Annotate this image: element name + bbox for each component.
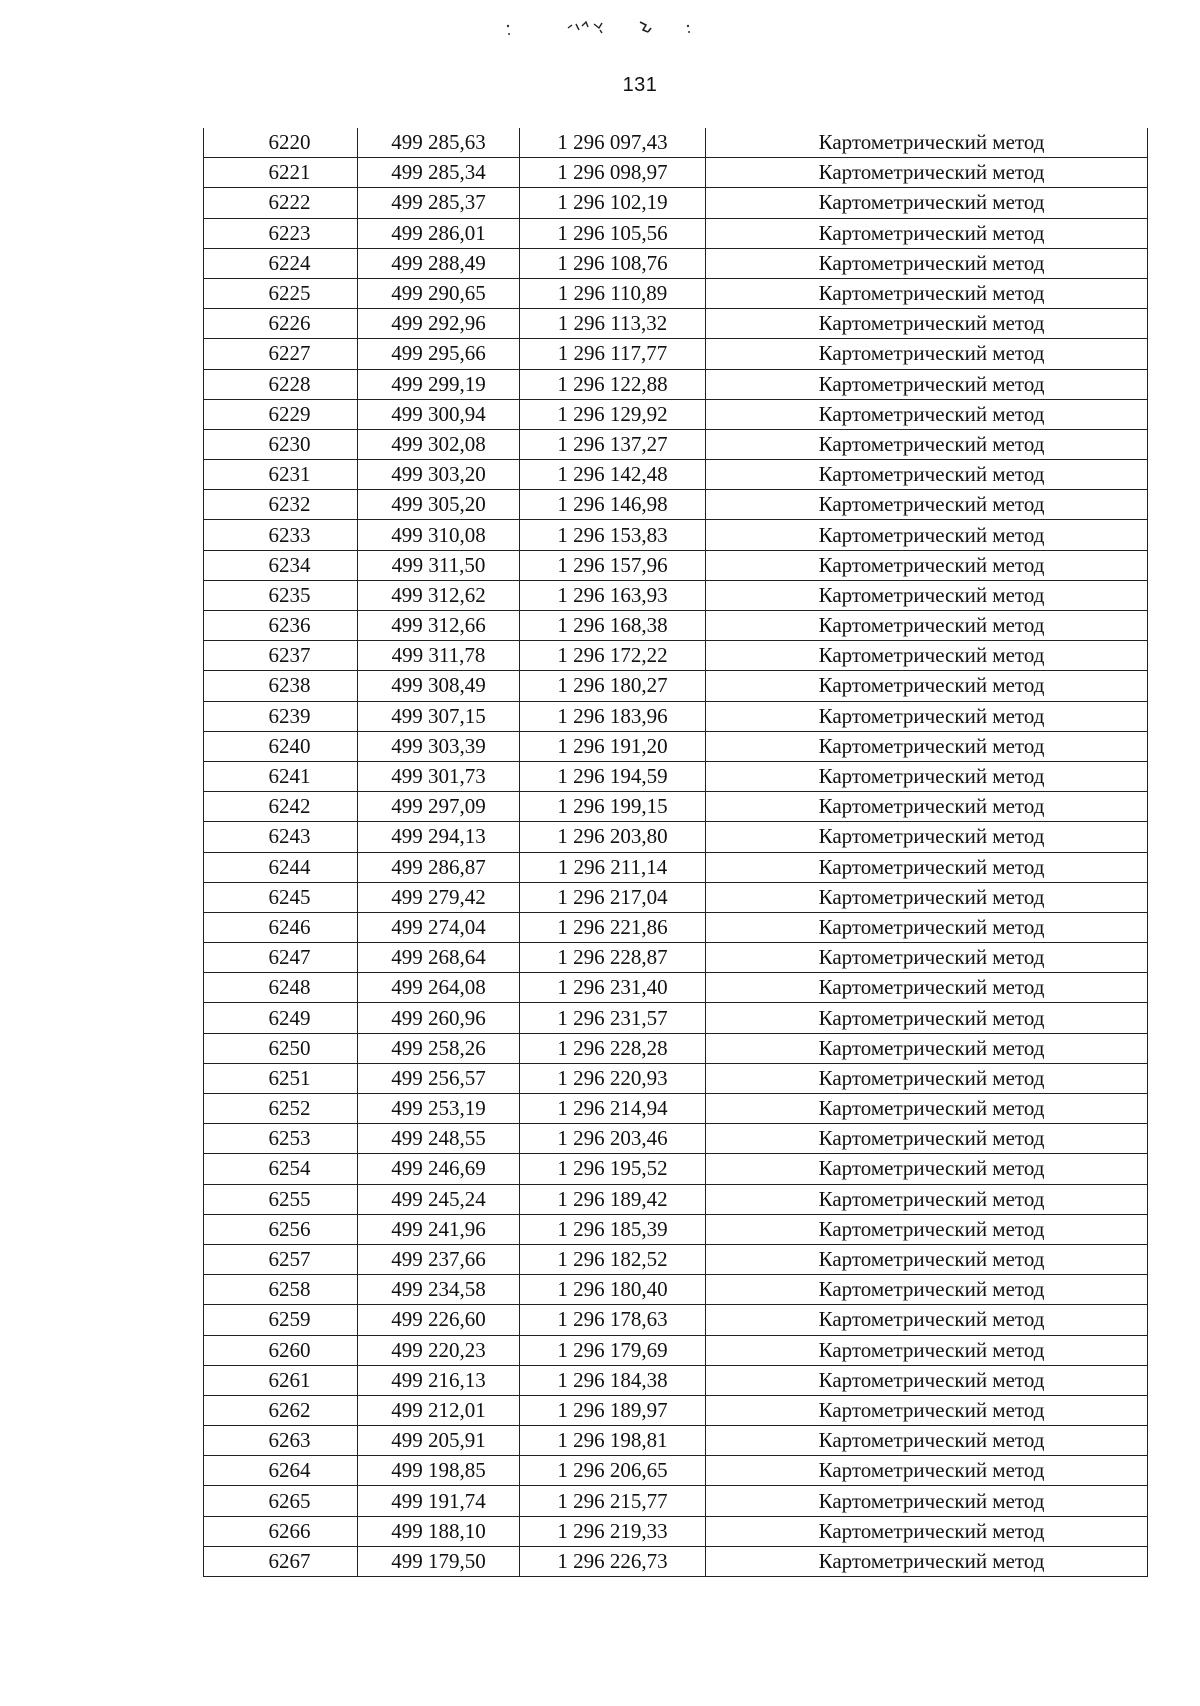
table-row xyxy=(204,429,1148,459)
table-row xyxy=(204,731,1148,761)
table-row xyxy=(204,1395,1148,1425)
point-number-cell: 6241 xyxy=(204,761,358,791)
y-coordinate-cell: 1 296 231,40 xyxy=(520,973,706,1003)
y-coordinate-cell: 1 296 189,42 xyxy=(520,1184,706,1214)
x-coordinate-cell: 499 212,01 xyxy=(358,1395,520,1425)
point-number-cell: 6242 xyxy=(204,792,358,822)
method-cell: Картометрический метод xyxy=(706,1063,1148,1093)
point-number-cell: 6247 xyxy=(204,943,358,973)
table-row xyxy=(204,1124,1148,1154)
x-coordinate-cell: 499 286,01 xyxy=(358,218,520,248)
point-number-cell: 6261 xyxy=(204,1365,358,1395)
table-row xyxy=(204,520,1148,550)
table-row xyxy=(204,339,1148,369)
point-number-cell: 6253 xyxy=(204,1124,358,1154)
method-cell: Картометрический метод xyxy=(706,1214,1148,1244)
table-row xyxy=(204,369,1148,399)
y-coordinate-cell: 1 296 184,38 xyxy=(520,1365,706,1395)
x-coordinate-cell: 499 188,10 xyxy=(358,1516,520,1546)
method-cell: Картометрический метод xyxy=(706,1184,1148,1214)
point-number-cell: 6230 xyxy=(204,429,358,459)
table-row xyxy=(204,1033,1148,1063)
y-coordinate-cell: 1 296 180,27 xyxy=(520,671,706,701)
table-row xyxy=(204,1003,1148,1033)
table-row xyxy=(204,1244,1148,1274)
method-cell: Картометрический метод xyxy=(706,641,1148,671)
point-number-cell: 6237 xyxy=(204,641,358,671)
y-coordinate-cell: 1 296 217,04 xyxy=(520,882,706,912)
method-cell: Картометрический метод xyxy=(706,611,1148,641)
point-number-cell: 6238 xyxy=(204,671,358,701)
x-coordinate-cell: 499 307,15 xyxy=(358,701,520,731)
method-cell: Картометрический метод xyxy=(706,1546,1148,1576)
method-cell: Картометрический метод xyxy=(706,912,1148,942)
y-coordinate-cell: 1 296 179,69 xyxy=(520,1335,706,1365)
table-row xyxy=(204,550,1148,580)
x-coordinate-cell: 499 248,55 xyxy=(358,1124,520,1154)
table-row xyxy=(204,128,1148,158)
y-coordinate-cell: 1 296 098,97 xyxy=(520,158,706,188)
x-coordinate-cell: 499 285,34 xyxy=(358,158,520,188)
x-coordinate-cell: 499 311,78 xyxy=(358,641,520,671)
table-row xyxy=(204,399,1148,429)
table-row xyxy=(204,671,1148,701)
x-coordinate-cell: 499 253,19 xyxy=(358,1094,520,1124)
y-coordinate-cell: 1 296 122,88 xyxy=(520,369,706,399)
point-number-cell: 6236 xyxy=(204,611,358,641)
coordinates-table-body xyxy=(204,128,1148,1577)
point-number-cell: 6227 xyxy=(204,339,358,369)
y-coordinate-cell: 1 296 146,98 xyxy=(520,490,706,520)
method-cell: Картометрический метод xyxy=(706,429,1148,459)
table-row xyxy=(204,1305,1148,1335)
y-coordinate-cell: 1 296 097,43 xyxy=(520,128,706,158)
coordinates-table xyxy=(203,128,1148,1577)
table-row xyxy=(204,852,1148,882)
table-row xyxy=(204,188,1148,218)
y-coordinate-cell: 1 296 228,28 xyxy=(520,1033,706,1063)
method-cell: Картометрический метод xyxy=(706,671,1148,701)
x-coordinate-cell: 499 279,42 xyxy=(358,882,520,912)
point-number-cell: 6255 xyxy=(204,1184,358,1214)
table-row xyxy=(204,1063,1148,1093)
y-coordinate-cell: 1 296 189,97 xyxy=(520,1395,706,1425)
table-row xyxy=(204,641,1148,671)
method-cell: Картометрический метод xyxy=(706,731,1148,761)
method-cell: Картометрический метод xyxy=(706,1244,1148,1274)
point-number-cell: 6257 xyxy=(204,1244,358,1274)
y-coordinate-cell: 1 296 199,15 xyxy=(520,792,706,822)
method-cell: Картометрический метод xyxy=(706,248,1148,278)
x-coordinate-cell: 499 241,96 xyxy=(358,1214,520,1244)
x-coordinate-cell: 499 305,20 xyxy=(358,490,520,520)
table-row xyxy=(204,943,1148,973)
table-row xyxy=(204,973,1148,1003)
method-cell: Картометрический метод xyxy=(706,158,1148,188)
x-coordinate-cell: 499 288,49 xyxy=(358,248,520,278)
table-row xyxy=(204,248,1148,278)
y-coordinate-cell: 1 296 211,14 xyxy=(520,852,706,882)
y-coordinate-cell: 1 296 203,46 xyxy=(520,1124,706,1154)
table-row xyxy=(204,1275,1148,1305)
y-coordinate-cell: 1 296 157,96 xyxy=(520,550,706,580)
y-coordinate-cell: 1 296 185,39 xyxy=(520,1214,706,1244)
method-cell: Картометрический метод xyxy=(706,943,1148,973)
y-coordinate-cell: 1 296 198,81 xyxy=(520,1426,706,1456)
point-number-cell: 6231 xyxy=(204,460,358,490)
y-coordinate-cell: 1 296 102,19 xyxy=(520,188,706,218)
method-cell: Картометрический метод xyxy=(706,1094,1148,1124)
method-cell: Картометрический метод xyxy=(706,973,1148,1003)
x-coordinate-cell: 499 285,63 xyxy=(358,128,520,158)
x-coordinate-cell: 499 312,62 xyxy=(358,580,520,610)
table-row xyxy=(204,822,1148,852)
x-coordinate-cell: 499 226,60 xyxy=(358,1305,520,1335)
point-number-cell: 6226 xyxy=(204,309,358,339)
x-coordinate-cell: 499 285,37 xyxy=(358,188,520,218)
method-cell: Картометрический метод xyxy=(706,1426,1148,1456)
point-number-cell: 6240 xyxy=(204,731,358,761)
y-coordinate-cell: 1 296 110,89 xyxy=(520,278,706,308)
x-coordinate-cell: 499 292,96 xyxy=(358,309,520,339)
y-coordinate-cell: 1 296 153,83 xyxy=(520,520,706,550)
table-row xyxy=(204,158,1148,188)
y-coordinate-cell: 1 296 182,52 xyxy=(520,1244,706,1274)
table-row xyxy=(204,792,1148,822)
method-cell: Картометрический метод xyxy=(706,882,1148,912)
method-cell: Картометрический метод xyxy=(706,399,1148,429)
point-number-cell: 6223 xyxy=(204,218,358,248)
x-coordinate-cell: 499 286,87 xyxy=(358,852,520,882)
method-cell: Картометрический метод xyxy=(706,1365,1148,1395)
point-number-cell: 6267 xyxy=(204,1546,358,1576)
y-coordinate-cell: 1 296 117,77 xyxy=(520,339,706,369)
point-number-cell: 6254 xyxy=(204,1154,358,1184)
y-coordinate-cell: 1 296 191,20 xyxy=(520,731,706,761)
table-row xyxy=(204,460,1148,490)
table-row xyxy=(204,278,1148,308)
y-coordinate-cell: 1 296 113,32 xyxy=(520,309,706,339)
method-cell: Картометрический метод xyxy=(706,1395,1148,1425)
method-cell: Картометрический метод xyxy=(706,188,1148,218)
y-coordinate-cell: 1 296 195,52 xyxy=(520,1154,706,1184)
point-number-cell: 6258 xyxy=(204,1275,358,1305)
table-row xyxy=(204,1365,1148,1395)
method-cell: Картометрический метод xyxy=(706,278,1148,308)
table-row xyxy=(204,1094,1148,1124)
method-cell: Картометрический метод xyxy=(706,339,1148,369)
method-cell: Картометрический метод xyxy=(706,852,1148,882)
method-cell: Картометрический метод xyxy=(706,1486,1148,1516)
x-coordinate-cell: 499 308,49 xyxy=(358,671,520,701)
y-coordinate-cell: 1 296 178,63 xyxy=(520,1305,706,1335)
method-cell: Картометрический метод xyxy=(706,1456,1148,1486)
point-number-cell: 6229 xyxy=(204,399,358,429)
point-number-cell: 6262 xyxy=(204,1395,358,1425)
point-number-cell: 6246 xyxy=(204,912,358,942)
x-coordinate-cell: 499 312,66 xyxy=(358,611,520,641)
table-row xyxy=(204,1214,1148,1244)
y-coordinate-cell: 1 296 221,86 xyxy=(520,912,706,942)
table-row xyxy=(204,882,1148,912)
point-number-cell: 6220 xyxy=(204,128,358,158)
x-coordinate-cell: 499 216,13 xyxy=(358,1365,520,1395)
point-number-cell: 6250 xyxy=(204,1033,358,1063)
method-cell: Картометрический метод xyxy=(706,128,1148,158)
method-cell: Картометрический метод xyxy=(706,309,1148,339)
point-number-cell: 6239 xyxy=(204,701,358,731)
method-cell: Картометрический метод xyxy=(706,1124,1148,1154)
x-coordinate-cell: 499 191,74 xyxy=(358,1486,520,1516)
point-number-cell: 6266 xyxy=(204,1516,358,1546)
method-cell: Картометрический метод xyxy=(706,460,1148,490)
y-coordinate-cell: 1 296 231,57 xyxy=(520,1003,706,1033)
method-cell: Картометрический метод xyxy=(706,792,1148,822)
point-number-cell: 6228 xyxy=(204,369,358,399)
method-cell: Картометрический метод xyxy=(706,218,1148,248)
y-coordinate-cell: 1 296 219,33 xyxy=(520,1516,706,1546)
point-number-cell: 6249 xyxy=(204,1003,358,1033)
y-coordinate-cell: 1 296 163,93 xyxy=(520,580,706,610)
y-coordinate-cell: 1 296 183,96 xyxy=(520,701,706,731)
y-coordinate-cell: 1 296 214,94 xyxy=(520,1094,706,1124)
scan-noise-marks xyxy=(500,14,730,42)
table-row xyxy=(204,701,1148,731)
y-coordinate-cell: 1 296 206,65 xyxy=(520,1456,706,1486)
x-coordinate-cell: 499 220,23 xyxy=(358,1335,520,1365)
method-cell: Картометрический метод xyxy=(706,1033,1148,1063)
point-number-cell: 6245 xyxy=(204,882,358,912)
table-row xyxy=(204,218,1148,248)
y-coordinate-cell: 1 296 203,80 xyxy=(520,822,706,852)
y-coordinate-cell: 1 296 108,76 xyxy=(520,248,706,278)
table-row xyxy=(204,1516,1148,1546)
point-number-cell: 6232 xyxy=(204,490,358,520)
method-cell: Картометрический метод xyxy=(706,701,1148,731)
point-number-cell: 6225 xyxy=(204,278,358,308)
table-row xyxy=(204,490,1148,520)
method-cell: Картометрический метод xyxy=(706,1516,1148,1546)
table-row xyxy=(204,761,1148,791)
point-number-cell: 6244 xyxy=(204,852,358,882)
x-coordinate-cell: 499 205,91 xyxy=(358,1426,520,1456)
y-coordinate-cell: 1 296 172,22 xyxy=(520,641,706,671)
x-coordinate-cell: 499 303,39 xyxy=(358,731,520,761)
y-coordinate-cell: 1 296 194,59 xyxy=(520,761,706,791)
table-row xyxy=(204,1486,1148,1516)
x-coordinate-cell: 499 237,66 xyxy=(358,1244,520,1274)
x-coordinate-cell: 499 311,50 xyxy=(358,550,520,580)
point-number-cell: 6224 xyxy=(204,248,358,278)
x-coordinate-cell: 499 297,09 xyxy=(358,792,520,822)
page-number: 131 xyxy=(622,74,658,96)
point-number-cell: 6264 xyxy=(204,1456,358,1486)
y-coordinate-cell: 1 296 228,87 xyxy=(520,943,706,973)
method-cell: Картометрический метод xyxy=(706,1275,1148,1305)
point-number-cell: 6233 xyxy=(204,520,358,550)
x-coordinate-cell: 499 310,08 xyxy=(358,520,520,550)
point-number-cell: 6221 xyxy=(204,158,358,188)
method-cell: Картометрический метод xyxy=(706,369,1148,399)
table-row xyxy=(204,1335,1148,1365)
x-coordinate-cell: 499 246,69 xyxy=(358,1154,520,1184)
method-cell: Картометрический метод xyxy=(706,580,1148,610)
y-coordinate-cell: 1 296 105,56 xyxy=(520,218,706,248)
y-coordinate-cell: 1 296 220,93 xyxy=(520,1063,706,1093)
point-number-cell: 6243 xyxy=(204,822,358,852)
x-coordinate-cell: 499 290,65 xyxy=(358,278,520,308)
y-coordinate-cell: 1 296 129,92 xyxy=(520,399,706,429)
x-coordinate-cell: 499 303,20 xyxy=(358,460,520,490)
point-number-cell: 6263 xyxy=(204,1426,358,1456)
point-number-cell: 6235 xyxy=(204,580,358,610)
x-coordinate-cell: 499 301,73 xyxy=(358,761,520,791)
method-cell: Картометрический метод xyxy=(706,822,1148,852)
table-row xyxy=(204,912,1148,942)
point-number-cell: 6222 xyxy=(204,188,358,218)
table-row xyxy=(204,1546,1148,1576)
x-coordinate-cell: 499 299,19 xyxy=(358,369,520,399)
x-coordinate-cell: 499 256,57 xyxy=(358,1063,520,1093)
y-coordinate-cell: 1 296 168,38 xyxy=(520,611,706,641)
point-number-cell: 6252 xyxy=(204,1094,358,1124)
table-row xyxy=(204,1456,1148,1486)
table-row xyxy=(204,309,1148,339)
x-coordinate-cell: 499 268,64 xyxy=(358,943,520,973)
y-coordinate-cell: 1 296 226,73 xyxy=(520,1546,706,1576)
x-coordinate-cell: 499 274,04 xyxy=(358,912,520,942)
table-row xyxy=(204,1184,1148,1214)
table-row xyxy=(204,1154,1148,1184)
x-coordinate-cell: 499 302,08 xyxy=(358,429,520,459)
point-number-cell: 6248 xyxy=(204,973,358,1003)
method-cell: Картометрический метод xyxy=(706,1335,1148,1365)
method-cell: Картометрический метод xyxy=(706,1154,1148,1184)
point-number-cell: 6251 xyxy=(204,1063,358,1093)
method-cell: Картометрический метод xyxy=(706,761,1148,791)
x-coordinate-cell: 499 198,85 xyxy=(358,1456,520,1486)
method-cell: Картометрический метод xyxy=(706,1003,1148,1033)
point-number-cell: 6265 xyxy=(204,1486,358,1516)
point-number-cell: 6260 xyxy=(204,1335,358,1365)
y-coordinate-cell: 1 296 215,77 xyxy=(520,1486,706,1516)
table-row xyxy=(204,1426,1148,1456)
x-coordinate-cell: 499 264,08 xyxy=(358,973,520,1003)
table-row xyxy=(204,611,1148,641)
x-coordinate-cell: 499 260,96 xyxy=(358,1003,520,1033)
point-number-cell: 6259 xyxy=(204,1305,358,1335)
x-coordinate-cell: 499 295,66 xyxy=(358,339,520,369)
method-cell: Картометрический метод xyxy=(706,1305,1148,1335)
y-coordinate-cell: 1 296 180,40 xyxy=(520,1275,706,1305)
x-coordinate-cell: 499 245,24 xyxy=(358,1184,520,1214)
method-cell: Картометрический метод xyxy=(706,550,1148,580)
y-coordinate-cell: 1 296 142,48 xyxy=(520,460,706,490)
x-coordinate-cell: 499 179,50 xyxy=(358,1546,520,1576)
point-number-cell: 6256 xyxy=(204,1214,358,1244)
table-row xyxy=(204,580,1148,610)
y-coordinate-cell: 1 296 137,27 xyxy=(520,429,706,459)
method-cell: Картометрический метод xyxy=(706,490,1148,520)
x-coordinate-cell: 499 300,94 xyxy=(358,399,520,429)
x-coordinate-cell: 499 234,58 xyxy=(358,1275,520,1305)
x-coordinate-cell: 499 258,26 xyxy=(358,1033,520,1063)
x-coordinate-cell: 499 294,13 xyxy=(358,822,520,852)
point-number-cell: 6234 xyxy=(204,550,358,580)
method-cell: Картометрический метод xyxy=(706,520,1148,550)
